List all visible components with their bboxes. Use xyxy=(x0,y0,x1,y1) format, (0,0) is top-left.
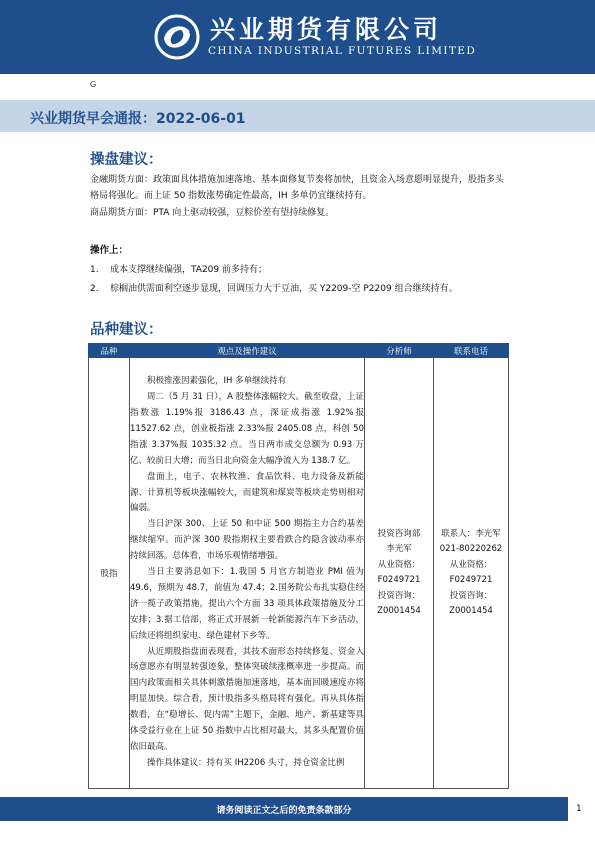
view-cell xyxy=(130,358,365,789)
recommendation-table xyxy=(88,343,509,789)
operation-item-text: 成本支撑继续偏强，TA209 前多持有； xyxy=(110,265,267,275)
contact-consulting-number: Z0001454 xyxy=(449,606,493,616)
contact-cell xyxy=(434,358,509,789)
report-title: 兴业期货早会通报：2022-06-01 xyxy=(30,111,246,127)
view-paragraph: 从近期股指盘面表现看，其技术面形态持续修复、资金入场意愿亦有明显转强迹象，整体突破续涨概率进一步提高。而国内政策面相关具体刺激措施加速落地，基本面回暖速度亦将明显加快。综合看，预计股指多头格局将有强化。再从具体指数看，在“稳增长、促内需”主题下，金融、地产、新基建等具体受益行业在上证 50 指数中占比相对最大，其多头配置价值依旧最高。 xyxy=(130,646,364,753)
view-paragraph: 操作具体建议：持有买 IH2206 头寸，持仓资金比例 xyxy=(147,757,345,768)
header-analyst: 分析师 xyxy=(365,344,434,358)
operation-item-number: 1. xyxy=(90,265,99,275)
view-paragraph: 周二（5 月 31 日），A 股整体涨幅较大。截至收盘，上证指数涨 1.19%报 3186.43 点，深证成指涨 1.92%报 11527.62 点，创业板指涨 2.33%报 2405.08 点，科创 50 指涨 3.37%报 1035.32 点。当日两市成交总额为 0.93 万亿、较前日大增；而当日北向资金大幅净流入为 138.7 亿。 xyxy=(130,392,364,466)
header-contact: 联系电话 xyxy=(434,344,509,358)
analyst-consulting-number: Z0001454 xyxy=(377,606,421,616)
operation-paragraph: 商品期货方面：PTA 向上驱动较强，豆粽价差有望持续修复。 xyxy=(90,208,335,218)
operation-item xyxy=(90,262,267,275)
company-name-en: CHINA INDUSTRIAL FUTURES LIMITED xyxy=(208,45,477,57)
page-number: 1 xyxy=(576,804,582,814)
analyst-name: 李光军 xyxy=(386,544,412,554)
table-row xyxy=(89,358,509,789)
header-category: 品种 xyxy=(89,344,130,358)
operation-item-text: 棕榈油供需面利空逐步显现，回调压力大于豆油，买 Y2209-空 P2209 组合继续持有。 xyxy=(110,284,458,294)
contact-qualification-number: F0249721 xyxy=(449,575,493,585)
contact-consulting-label: 投资咨询： xyxy=(449,590,493,601)
table-header-row xyxy=(89,344,509,358)
view-paragraph: 当日主要消息如下：1.我国 5 月官方制造业 PMI 值为 49.6，预期为 48.7，前值为 47.4；2.国务院公布扎实稳住经济一揽子政策措施，提出六个方面 33 项具体政策措施及分工安排；3.据工信部，将正式开展新一轮新能源汽车下乡活动，后续还将组织家电、绿色建材下乡等。 xyxy=(130,567,364,641)
view-headline: 积极推涨因素强化，IH 多单继续持有 xyxy=(147,376,287,387)
analyst-qualification-number: F0249721 xyxy=(377,575,421,585)
varieties-section-title: 品种建议： xyxy=(90,322,163,338)
company-name-cn: 兴业期货有限公司 xyxy=(210,15,443,44)
header-view: 观点及操作建议 xyxy=(130,344,365,358)
contact-phone: 021-80220262 xyxy=(439,544,503,554)
analyst-qualification-label: 从业资格： xyxy=(377,559,421,570)
operation-subtitle: 操作上： xyxy=(90,245,129,256)
category-cell: 股指 xyxy=(89,358,130,789)
view-paragraph: 当日沪深 300、上证 50 和中证 500 期指主力合约基差继续缩窄。而沪深 300 股指期权主要看跌合约隐含波动率亦持续回落。总体看，市场乐观情绪增强。 xyxy=(130,519,364,562)
company-logo-icon xyxy=(154,14,200,60)
operation-item-number: 2. xyxy=(90,284,99,294)
operation-item xyxy=(90,281,458,294)
contact-qualification-label: 从业资格： xyxy=(449,559,493,570)
contact-person: 联系人：李光军 xyxy=(441,528,501,539)
small-mark: G xyxy=(90,80,97,89)
analyst-consulting-label: 投资咨询： xyxy=(377,590,421,601)
view-paragraph: 盘面上，电子、农林牧渔、食品饮料、电力设备及新能源、计算机等板块涨幅较大，而建筑和煤炭等板块走势则相对偏弱。 xyxy=(130,471,364,514)
analyst-department: 投资咨询部 xyxy=(377,528,421,539)
analyst-cell xyxy=(365,358,434,789)
operation-section-title: 操盘建议： xyxy=(90,152,163,168)
disclaimer-notice: 请务阅读正文之后的免责条款部分 xyxy=(216,806,352,816)
operation-paragraph: 金融期货方面：政策面具体措施加速落地、基本面修复节奏将加快，且资金入场意愿明显提升，股指多头格局将强化。而上证 50 指数涨势确定性最高，IH 多单仍宜继续持有。 xyxy=(90,175,505,201)
